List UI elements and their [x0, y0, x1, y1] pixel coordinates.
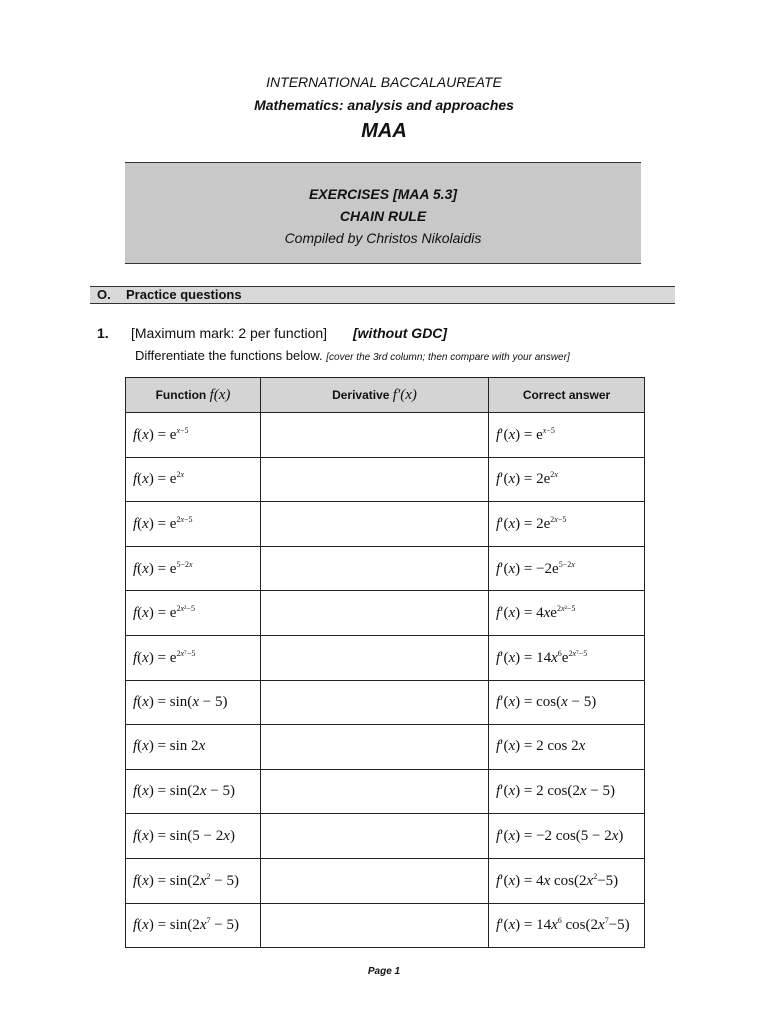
table-row — [126, 680, 645, 725]
instruction-text: Differentiate the functions below. — [135, 348, 323, 363]
function-cell: $f(x) = \sin(2x^2 - 5)$ — [126, 858, 261, 903]
correct-answer-cell: f′(x) = 2 cos(2x − 5) — [489, 769, 645, 814]
header-function-label: Function — [155, 387, 207, 402]
derivative-answer-cell[interactable] — [261, 725, 489, 770]
correct-answer-cell: $f'(x) = e^{x-5}$ — [489, 413, 645, 458]
function-cell: $f(x) = e^{2x-5}$ — [126, 502, 261, 547]
derivative-answer-cell[interactable] — [261, 858, 489, 903]
derivative-answer-cell[interactable] — [261, 814, 489, 859]
table-body — [126, 413, 645, 948]
function-cell: $f(x) = e^{2x^2-5}$ — [126, 591, 261, 636]
exercise-table — [125, 377, 645, 948]
derivative-answer-cell[interactable] — [261, 457, 489, 502]
function-cell: $f(x) = e^{x-5}$ — [126, 413, 261, 458]
header-function — [126, 378, 261, 413]
instruction-note: [cover the 3rd column; then compare with your answer] — [326, 352, 570, 363]
table-row — [126, 457, 645, 502]
function-cell: f(x) = sin(2x − 5) — [126, 769, 261, 814]
correct-answer-cell: $f'(x) = 4xe^{2x^2-5}$ — [489, 591, 645, 636]
section-number: O. — [97, 287, 111, 302]
section-title: Practice questions — [126, 287, 242, 302]
section-heading — [90, 286, 675, 304]
exercise-title-box — [125, 162, 641, 264]
correct-answer-cell: $f'(x) = 14x^6$ $\cos(2x^7-5)$ — [489, 903, 645, 948]
function-cell: f(x) = sin(x − 5) — [126, 680, 261, 725]
question-instruction — [135, 348, 570, 363]
function-cell: $f(x) = e^{5-2x}$ — [126, 546, 261, 591]
question-number: 1. — [97, 325, 109, 341]
header-derivative-label: Derivative — [332, 387, 390, 402]
function-cell: $f(x) = e^{2x}$ — [126, 457, 261, 502]
exercise-title: EXERCISES [MAA 5.3] — [308, 186, 458, 202]
correct-answer-cell: f′(x) = −2 cos(5 − 2x) — [489, 814, 645, 859]
correct-answer-cell: f′(x) = 2 cos 2x — [489, 725, 645, 770]
correct-answer-cell: $f'(x) = 2e^{2x-5}$ — [489, 502, 645, 547]
derivative-answer-cell[interactable] — [261, 591, 489, 636]
correct-answer-cell: $f'(x) = -2e^{5-2x}$ — [489, 546, 645, 591]
function-cell: f(x) = sin 2x — [126, 725, 261, 770]
table-row — [126, 769, 645, 814]
derivative-answer-cell[interactable] — [261, 413, 489, 458]
header-function-symbol: f(x) — [209, 386, 231, 403]
table-row — [126, 858, 645, 903]
header-derivative — [261, 378, 489, 413]
table-row — [126, 413, 645, 458]
function-cell: $f(x) = \sin(2x^7 - 5)$ — [126, 903, 261, 948]
table-row — [126, 546, 645, 591]
derivative-answer-cell[interactable] — [261, 546, 489, 591]
table-row — [126, 814, 645, 859]
correct-answer-cell: f′(x) = cos(x − 5) — [489, 680, 645, 725]
page-number: Page 1 — [367, 966, 401, 977]
table-row — [126, 635, 645, 680]
derivative-answer-cell[interactable] — [261, 769, 489, 814]
derivative-answer-cell[interactable] — [261, 635, 489, 680]
exercise-topic: CHAIN RULE — [339, 208, 427, 224]
function-cell: f(x) = sin(5 − 2x) — [126, 814, 261, 859]
table-row — [126, 903, 645, 948]
derivative-answer-cell[interactable] — [261, 680, 489, 725]
header-answer: Correct answer — [489, 378, 645, 413]
derivative-answer-cell[interactable] — [261, 502, 489, 547]
table-header-row — [126, 378, 645, 413]
table-row — [126, 591, 645, 636]
question-marks: [Maximum mark: 2 per function] — [131, 325, 328, 341]
header-derivative-symbol: f′(x) — [392, 386, 417, 403]
table-row — [126, 502, 645, 547]
course-title: Mathematics: analysis and approaches — [254, 97, 514, 113]
exercise-author: Compiled by Christos Nikolaidis — [284, 230, 482, 246]
correct-answer-cell: $f'(x) = 14x^6e^{2x^7-5}$ — [489, 635, 645, 680]
organization-title: INTERNATIONAL BACCALAUREATE — [266, 74, 502, 90]
derivative-answer-cell[interactable] — [261, 903, 489, 948]
correct-answer-cell: $f'(x) = 2e^{2x}$ — [489, 457, 645, 502]
course-code: MAA — [361, 120, 407, 142]
question-gdc-note: [without GDC] — [353, 325, 448, 341]
table-row — [126, 725, 645, 770]
function-cell: $f(x) = e^{2x^7-5}$ — [126, 635, 261, 680]
correct-answer-cell: f′(x) = 4x $\cos(2x^2-5)$ — [489, 858, 645, 903]
